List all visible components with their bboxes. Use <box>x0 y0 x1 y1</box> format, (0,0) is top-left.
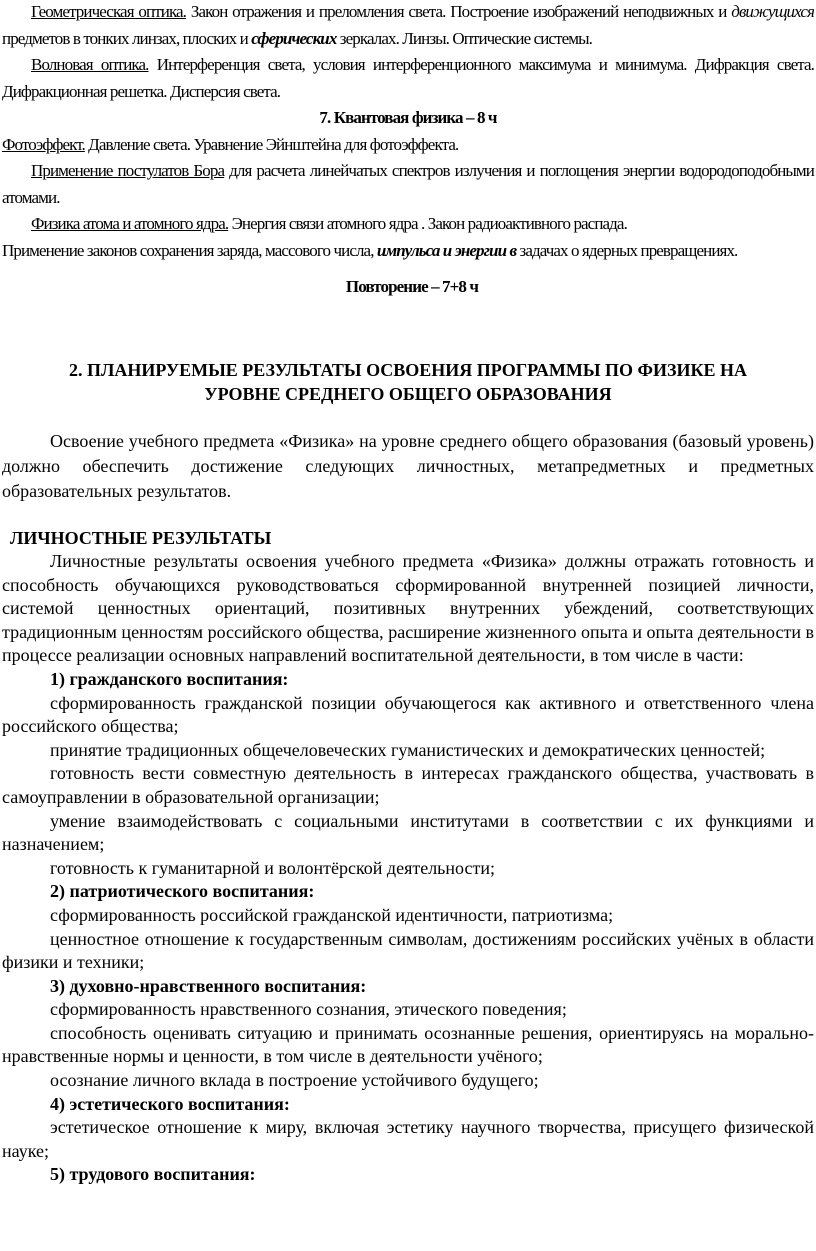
topic-geometric-optics: Геометрическая оптика. <box>31 2 187 21</box>
paragraph-atomic-physics: Физика атома и атомного ядра. Энергия связи атомного ядра . Закон радиоактивного распада. <box>31 214 627 233</box>
topic-wave-optics: Волновая оптика. <box>31 55 149 74</box>
paragraph-bohr: Применение постулатов Бора для расчета линейчатых спектров излучения и поглощения энергии водородоподобными атомами. <box>2 161 814 207</box>
topic-bohr: Применение постулатов Бора <box>31 161 225 180</box>
list-item: эстетическое отношение к миру, включая эстетику научного творчества, присущего физической науке; <box>2 1117 814 1161</box>
list-item: готовность к гуманитарной и волонтёрской деятельности; <box>50 857 495 878</box>
heading-repetition: Повторение – 7+8 ч <box>345 277 479 296</box>
curriculum-topics <box>2 0 814 301</box>
list-item: сформированность гражданской позиции обучающегося как активного и ответственного члена российского общества; <box>2 692 814 737</box>
topic-photoeffect: Фотоэффект. <box>2 134 85 154</box>
list-item: сформированность российской гражданской идентичности, патриотизма; <box>50 904 614 925</box>
list-item: умение взаимодействовать с социальными институтами в соответствии с их функциями и назначением; <box>2 810 814 855</box>
planned-results-section <box>2 358 814 1187</box>
paragraph-photoeffect: Фотоэффект. Давление света. Уравнение Эйнштейна для фотоэффекта. <box>2 134 459 154</box>
paragraph-geometric-optics: Геометрическая оптика. Закон отражения и преломления света. Построение изображений неподвижных и движущихся предметов в тонких линзах, плоских и сферических зеркалах. Линзы. Оптические системы. <box>2 2 814 48</box>
section-title: 2. ПЛАНИРУЕМЫЕ РЕЗУЛЬТАТЫ ОСВОЕНИЯ ПРОГРАММЫ ПО ФИЗИКЕ НА УРОВНЕ СРЕДНЕГО ОБЩЕГО ОБРАЗОВАНИЯ <box>68 360 748 404</box>
list-item: способность оценивать ситуацию и принимать осознанные решения, ориентируясь на морально-нравственные нормы и ценности, в том числе в деятельности учёного; <box>2 1022 814 1067</box>
list-item: ценностное отношение к государственным символам, достижениям российских учёных в области физики и техники; <box>2 928 814 973</box>
group-title-aesthetic: 4) эстетического воспитания: <box>50 1093 290 1114</box>
list-item: принятие традиционных общечеловеческих гуманистических и демократических ценностей; <box>50 739 766 760</box>
group-title-civic: 1) гражданского воспитания: <box>50 668 289 689</box>
paragraph-conservation-laws: Применение законов сохранения заряда, массового числа, импульса и энергии в задачах о ядерных превращениях. <box>2 240 738 260</box>
personal-results-heading: ЛИЧНОСТНЫЕ РЕЗУЛЬТАТЫ <box>10 528 272 548</box>
group-title-labor: 5) трудового воспитания: <box>50 1164 256 1185</box>
heading-quantum-physics: 7. Квантовая физика – 8 ч <box>319 108 497 127</box>
group-title-patriotic: 2) патриотического воспитания: <box>50 881 315 902</box>
topic-atomic-physics: Физика атома и атомного ядра. <box>31 214 229 233</box>
list-item: осознание личного вклада в построение устойчивого будущего; <box>50 1070 539 1091</box>
intro-paragraph: Освоение учебного предмета «Физика» на уровне среднего общего образования (базовый уровень) должно обеспечить достижение следующих личностных, метапредметных и предметных образовательных результатов. <box>2 431 814 501</box>
paragraph-wave-optics: Волновая оптика. Интерференция света, условия интерференционного максимума и минимума. Дифракция света. Дифракционная решетка. Дисперсия света. <box>2 55 814 101</box>
personal-results-intro: Личностные результаты освоения учебного предмета «Физика» должны отражать готовность и способность обучающихся руководствоваться сформированной внутренней позицией личности, системой ценностных ориентаций, позитивных внутренних убеждений, соответствующих традиционным ценностям российского общества, расширение жизненного опыта и опыта деятельности в процессе реализации основных направлений воспитательной деятельности, в том числе в части: <box>2 551 814 666</box>
group-title-moral: 3) духовно-нравственного воспитания: <box>50 975 367 996</box>
list-item: готовность вести совместную деятельность в интересах гражданского общества, участвовать в самоуправлении в образовательной организации; <box>2 763 814 807</box>
list-item: сформированность нравственного сознания, этического поведения; <box>50 999 567 1020</box>
